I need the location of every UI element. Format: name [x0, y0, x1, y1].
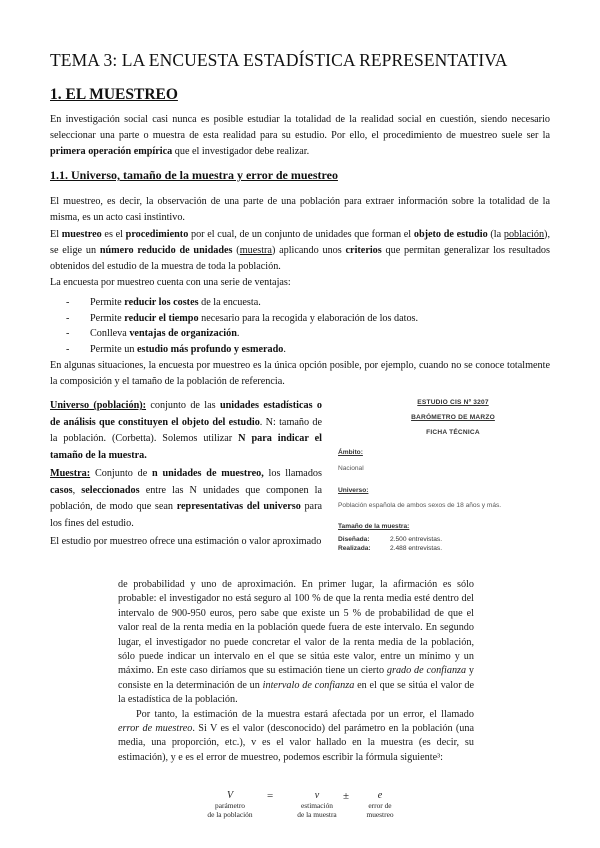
italic: error de muestreo: [118, 723, 193, 735]
text: Conlleva: [90, 328, 130, 339]
list-item: [66, 295, 536, 311]
list-item: [66, 311, 536, 327]
italic: grado de confianza: [386, 665, 467, 677]
text: . N: tamaño de la población. (Corbetta). Solemos utilizar: [50, 416, 322, 444]
underline-poblacion: población: [503, 229, 545, 240]
ficha-ambito-label: Ámbito:: [338, 449, 363, 456]
ficha-estudio: ESTUDIO CIS Nº 3207: [417, 399, 489, 406]
intro-text: En investigación social casi nunca es posible estudiar la totalidad de la realidad social en cuestión, siendo necesario seleccionar una parte o muestra de esta realidad para su estudio. Por ello, el procedimiento de muestreo suele ser la: [50, 114, 550, 142]
bold: unidades estadísticas o de análisis que constituyen el objeto del estudio: [50, 400, 323, 428]
paragraph-situaciones: En algunas situaciones, la encuesta por muestreo es la única opción posible, por ejemplo, cuando no se conoce totalmente la composición y el tamaño de la población de referencia.: [50, 360, 550, 388]
estudio-text: El estudio por muestreo ofrece una estimación o valor aproximado: [50, 536, 322, 547]
text: necesario para la recogida y elaboración de los datos.: [198, 312, 419, 324]
bold-criterios: criterios: [345, 245, 382, 257]
bold: reducir el tiempo: [124, 312, 199, 324]
label: de la muestra: [297, 810, 337, 819]
text: Por tanto, la estimación de la muestra estará afectada por un error, el llamado: [136, 708, 474, 720]
bold-procedimiento: procedimiento: [125, 229, 189, 240]
disenada-label: Diseñada:: [338, 536, 370, 543]
symbol-V: V: [226, 790, 234, 801]
underline-muestra: muestra: [239, 245, 272, 257]
universo-label: Universo (población):: [50, 400, 147, 411]
text: es el: [101, 229, 126, 240]
label: estimación: [300, 801, 334, 810]
intro-bold: primera operación empírica: [50, 146, 173, 158]
text: entre las N unidades que componen la población, de modo que sean: [50, 484, 323, 512]
section-heading-muestreo: 1. EL MUESTREO: [50, 86, 178, 103]
paragraph-procedimiento: [50, 227, 550, 276]
page-title: TEMA 3: LA ENCUESTA ESTADÍSTICA REPRESENTATIVA: [50, 50, 508, 70]
subsection-heading: 1.1. Universo, tamaño de la muestra y error de muestreo: [50, 168, 338, 182]
ficha-universo-label: Universo:: [338, 487, 369, 494]
text: por el cual, de un conjunto de unidades que forman el: [188, 229, 414, 240]
ficha-barometro: BARÓMETRO DE MARZO: [411, 414, 495, 421]
ficha-disenada-row: [338, 536, 442, 543]
formula-v: [282, 790, 352, 819]
ficha-tecnica-image: [338, 395, 568, 552]
text: El: [50, 229, 62, 240]
text: en el que se sitúa el valor de la estadística de la población.: [118, 679, 474, 706]
text: (: [232, 245, 240, 257]
scan-paragraph-1: [118, 578, 474, 708]
text: los llamados: [263, 468, 322, 479]
bold: casos: [50, 484, 73, 496]
text: Permite: [90, 297, 125, 308]
text: . Si V es el valor (desconocido) del parámetro en la población (una media, una proporción, etc.), v es el valor hallado en la muestra (es decir, su estimación), y e es el error de muestreo, podemos escribir la fórmula siguiente³:: [118, 723, 474, 763]
text: .: [283, 343, 286, 355]
realizada-value: 2.488 entrevistas.: [390, 545, 443, 552]
bold-muestreo: muestreo: [61, 229, 102, 240]
muestra-definition: [50, 466, 322, 532]
bold: N para indicar el tamaño de la muestra.: [50, 433, 322, 461]
ficha-title: FICHA TÉCNICA: [426, 429, 480, 436]
bold-numero: número reducido de unidades: [99, 245, 233, 257]
ficha-universo-value: Población española de ambos sexos de 18 años y más.: [338, 502, 502, 509]
muestra-label: Muestra:: [50, 468, 91, 479]
label: de la población: [207, 810, 253, 819]
text: (la: [487, 229, 504, 240]
symbol-v: v: [314, 790, 320, 801]
ficha-ambito-value: Nacional: [338, 465, 364, 472]
italic: intervalo de confianza: [262, 679, 355, 691]
label: error de: [368, 801, 392, 810]
scan-paragraph-2: [118, 708, 474, 766]
text: de probabilidad y uno de aproximación. En primer lugar, la afirmación es sólo probable: el investigador no está seguro al 100 % de que la renta media esté dentro del intervalo de 900-950 euros, pero sabe que existe un 5 % de probabilidad de que el valor real de la renta media en la población quede fuera de este intervalo. En segundo lugar, el investigador no puede concretar el valor de la renta media de la población, sólo puede indicar un intervalo en el que se sitúa este valor, entre un mínimo y un máximo. En este caso diríamos que su estimación tiene un cierto: [118, 579, 474, 677]
ficha-realizada-row: [338, 545, 442, 552]
bold: reducir los costes: [124, 297, 199, 308]
universo-definition: [50, 398, 322, 464]
text: ) aplicando unos: [271, 245, 346, 257]
plus-minus-sign: ±: [343, 790, 350, 802]
equals-sign: =: [267, 790, 274, 802]
formula-V: [198, 790, 262, 819]
text: Conjunto de: [90, 468, 153, 479]
bold: n unidades de muestreo,: [152, 468, 264, 479]
text: conjunto de las: [146, 400, 220, 411]
list-item: [66, 326, 536, 342]
bold: ventajas de organización: [129, 328, 237, 339]
bold: representativas del universo: [176, 501, 301, 512]
text: para los fines del estudio.: [50, 501, 322, 529]
realizada-label: Realizada:: [338, 545, 371, 552]
text: Permite: [90, 312, 125, 324]
ventajas-list: [66, 295, 536, 357]
bold-objeto: objeto de estudio: [413, 229, 488, 240]
text: Permite un: [90, 343, 137, 355]
symbol-e: e: [377, 790, 383, 801]
bold: seleccionados: [81, 484, 140, 496]
ficha-tamano-label: Tamaño de la muestra:: [338, 523, 410, 530]
paragraph-ventajas: La encuesta por muestreo cuenta con una serie de ventajas:: [50, 277, 291, 288]
label: muestreo: [366, 810, 394, 819]
label: parámetro: [215, 801, 245, 810]
intro-paragraph: [50, 112, 550, 161]
intro-text-end: que el investigador debe realizar.: [172, 146, 310, 158]
scanned-book-excerpt: [118, 578, 474, 765]
text: .: [236, 328, 240, 339]
text: ), se elige un: [50, 229, 550, 257]
text: ,: [72, 484, 82, 496]
disenada-value: 2.500 entrevistas.: [390, 536, 443, 543]
text: que permitan generalizar los resultados obtenidos del estudio de la muestra de toda la población.: [50, 245, 550, 273]
text: y consiste en la determinación de un: [118, 665, 475, 691]
text: de la encuesta.: [198, 297, 261, 308]
bold: estudio más profundo y esmerado: [136, 343, 284, 355]
paragraph-muestreo-def: El muestreo, es decir, la observación de una parte de una población para extraer información sobre la totalidad de la misma, es un acto casi instintivo.: [50, 196, 550, 224]
formula-e: [358, 790, 402, 819]
list-item: [66, 342, 536, 358]
